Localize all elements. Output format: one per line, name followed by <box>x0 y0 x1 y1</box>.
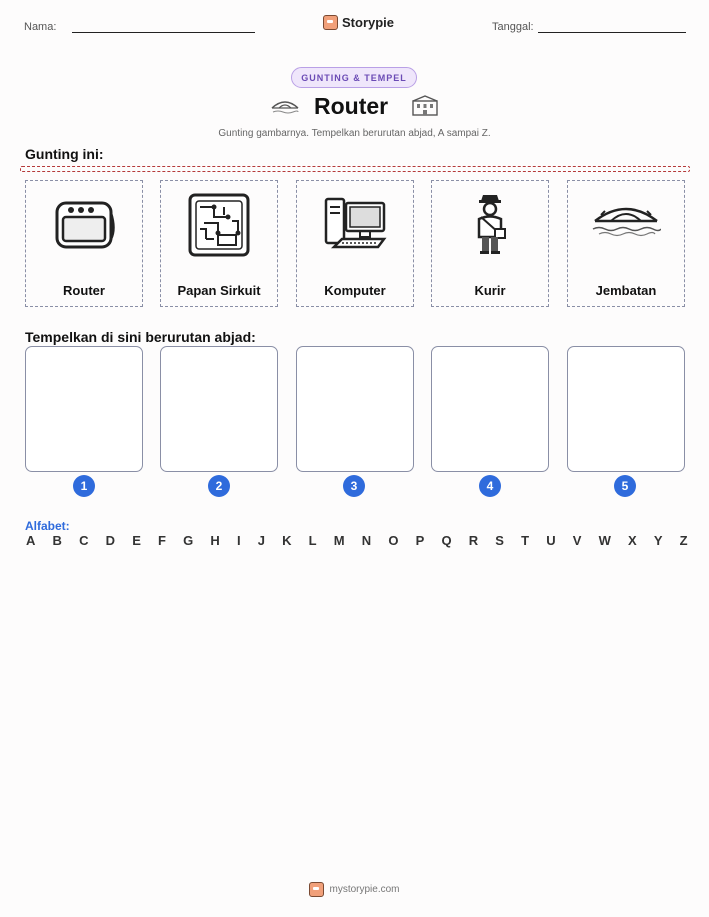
instructions: Gunting gambarnya. Tempelkan berurutan abjad, A sampai Z. <box>218 128 491 139</box>
paste-slot-3[interactable] <box>296 346 414 472</box>
alphabet-letter: N <box>361 533 372 548</box>
paste-slot-1[interactable] <box>25 346 143 472</box>
alphabet-letter: W <box>598 533 611 548</box>
paste-heading: Tempelkan di sini berurutan abjad: <box>25 329 256 345</box>
alphabet-letter: H <box>210 533 220 548</box>
footer-text: mystorypie.com <box>329 884 400 895</box>
alphabet-letter: P <box>415 533 425 548</box>
courier-icon <box>455 189 525 259</box>
name-line[interactable] <box>72 32 255 33</box>
alphabet-letter: E <box>132 533 141 548</box>
name-label: Nama: <box>24 21 57 33</box>
router-icon <box>49 189 119 259</box>
page-title: Router <box>314 93 389 119</box>
storypie-footer-icon <box>309 882 324 897</box>
card-label: Komputer <box>324 283 386 298</box>
alphabet-letter: K <box>282 533 292 548</box>
paste-slot-4[interactable] <box>431 346 549 472</box>
slot-number-5: 5 <box>614 475 636 497</box>
alphabet-letter: A <box>26 533 36 548</box>
cut-line <box>20 166 690 172</box>
cut-card-computer[interactable] <box>296 180 414 307</box>
activity-badge: GUNTING & TEMPEL <box>291 67 417 88</box>
card-label: Jembatan <box>595 283 657 298</box>
alphabet-letter: L <box>308 533 317 548</box>
bridge-icon <box>591 189 661 259</box>
alphabet-letter: Q <box>441 533 452 548</box>
slot-number-2: 2 <box>208 475 230 497</box>
storypie-logo-icon <box>323 15 338 30</box>
alphabet-letter: X <box>628 533 637 548</box>
slot-number-4: 4 <box>479 475 501 497</box>
alphabet-letter: O <box>388 533 399 548</box>
alphabet-letter: G <box>183 533 194 548</box>
bridge-decoration-icon <box>270 98 300 116</box>
card-label: Papan Sirkuit <box>177 283 261 298</box>
alphabet-letter: Z <box>679 533 688 548</box>
cut-card-bridge[interactable] <box>567 180 685 307</box>
alphabet-letter: J <box>257 533 265 548</box>
alphabet-letter: C <box>79 533 89 548</box>
date-line[interactable] <box>538 32 686 33</box>
alphabet-letter: Y <box>653 533 663 548</box>
alphabet-letter: I <box>236 533 241 548</box>
alphabet-title: Alfabet: <box>25 519 70 533</box>
alphabet-letter: U <box>546 533 556 548</box>
building-decoration-icon <box>411 95 439 117</box>
cut-heading: Gunting ini: <box>25 146 104 162</box>
circuit-board-icon <box>184 189 254 259</box>
cut-card-courier[interactable] <box>431 180 549 307</box>
alphabet-letter: S <box>495 533 504 548</box>
paste-slot-2[interactable] <box>160 346 278 472</box>
card-label: Kurir <box>474 283 506 298</box>
cut-card-router[interactable] <box>25 180 143 307</box>
slot-number-3: 3 <box>343 475 365 497</box>
card-label: Router <box>63 283 105 298</box>
alphabet-letter: M <box>333 533 345 548</box>
cut-card-circuit-board[interactable] <box>160 180 278 307</box>
alphabet-letter: D <box>105 533 116 548</box>
alphabet-letter: V <box>572 533 582 548</box>
alphabet-letter: R <box>468 533 479 548</box>
alphabet-letter: T <box>521 533 530 548</box>
footer <box>0 882 709 897</box>
alphabet-row <box>26 533 688 548</box>
slot-number-1: 1 <box>73 475 95 497</box>
date-label: Tanggal: <box>492 21 534 33</box>
alphabet-letter: F <box>158 533 166 548</box>
paste-slot-5[interactable] <box>567 346 685 472</box>
logo-text: Storypie <box>342 15 395 30</box>
storypie-logo <box>323 15 394 30</box>
computer-icon <box>320 189 390 259</box>
alphabet-letter: B <box>52 533 62 548</box>
